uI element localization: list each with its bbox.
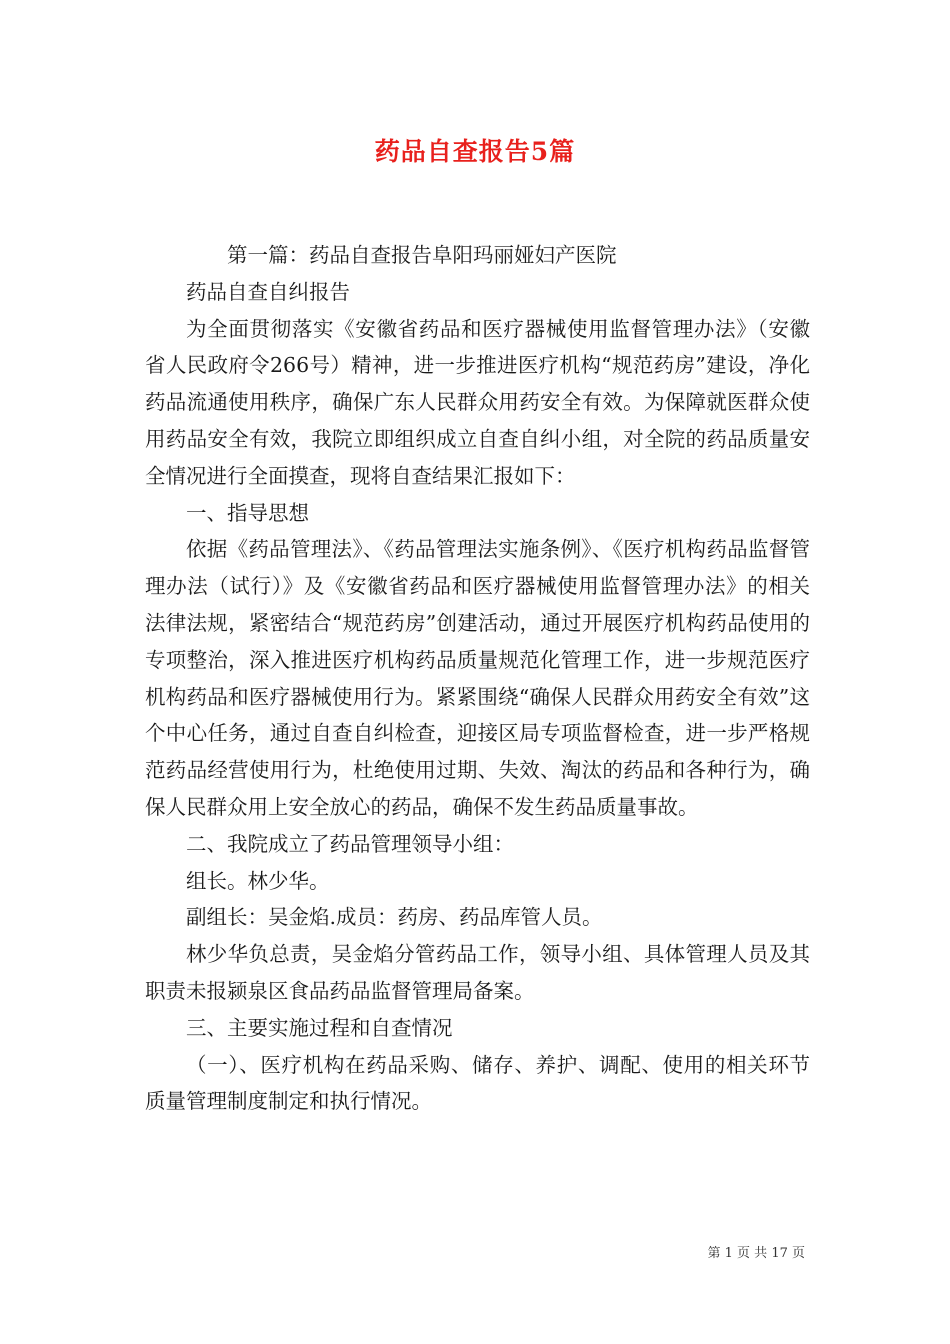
paragraph: （一）、医疗机构在药品采购、储存、养护、调配、使用的相关环节质量管理制度制定和执行情况。 [145,1052,810,1114]
paragraph: 为全面贯彻落实《安徽省药品和医疗器械使用监督管理办法》（安徽省人民政府令266号）精神，进一步推进医疗机构“规范药房”建设，净化药品流通使用秩序，确保广东人民群众用药安全有效。为保障就医群众使用药品安全有效，我院立即组织成立自查自纠小组，对全院的药品质量安全情况进行全面摸查，现将自查结果汇报如下： [145,316,810,488]
page-indicator: 第 1 页 共 17 页 [707,1246,805,1261]
heading-leadership-group: 二、我院成立了药品管理领导小组： [186,831,514,856]
paragraph: 副组长：吴金焰.成员：药房、药品库管人员。 [186,905,603,930]
paragraph: 组长。林少华。 [186,868,330,893]
paragraph: 林少华负总责，吴金焰分管药品工作，领导小组、具体管理人员及其职责未报颍泉区食品药品监督管理局备案。 [145,942,810,1003]
report-title: 药品自查自纠报告 [186,279,350,304]
heading-implementation: 三、主要实施过程和自查情况 [186,1015,453,1040]
document-body [145,237,810,1120]
paragraph: 依据《药品管理法》、《药品管理法实施条例》、《医疗机构药品监督管理办法（试行）》及《安徽省药品和医疗器械使用监督管理办法》的相关法律法规，紧密结合“规范药房”创建活动，通过开展医疗机构药品使用的专项整治，深入推进医疗机构药品质量规范化管理工作，进一步规范医疗机构药品和医疗器械使用行为。紧紧围绕“确保人民群众用药安全有效”这个中心任务，通过自查自纠检查，迎接区局专项监督检查，进一步严格规范药品经营使用行为，杜绝使用过期、失效、淘汰的药品和各种行为，确保人民群众用上安全放心的药品，确保不发生药品质量事故。 [145,537,810,819]
document-title: 药品自查报告5篇 [374,137,576,166]
section-heading: 第一篇：药品自查报告阜阳玛丽娅妇产医院 [227,243,617,267]
heading-guiding-principle: 一、指导思想 [186,500,309,525]
